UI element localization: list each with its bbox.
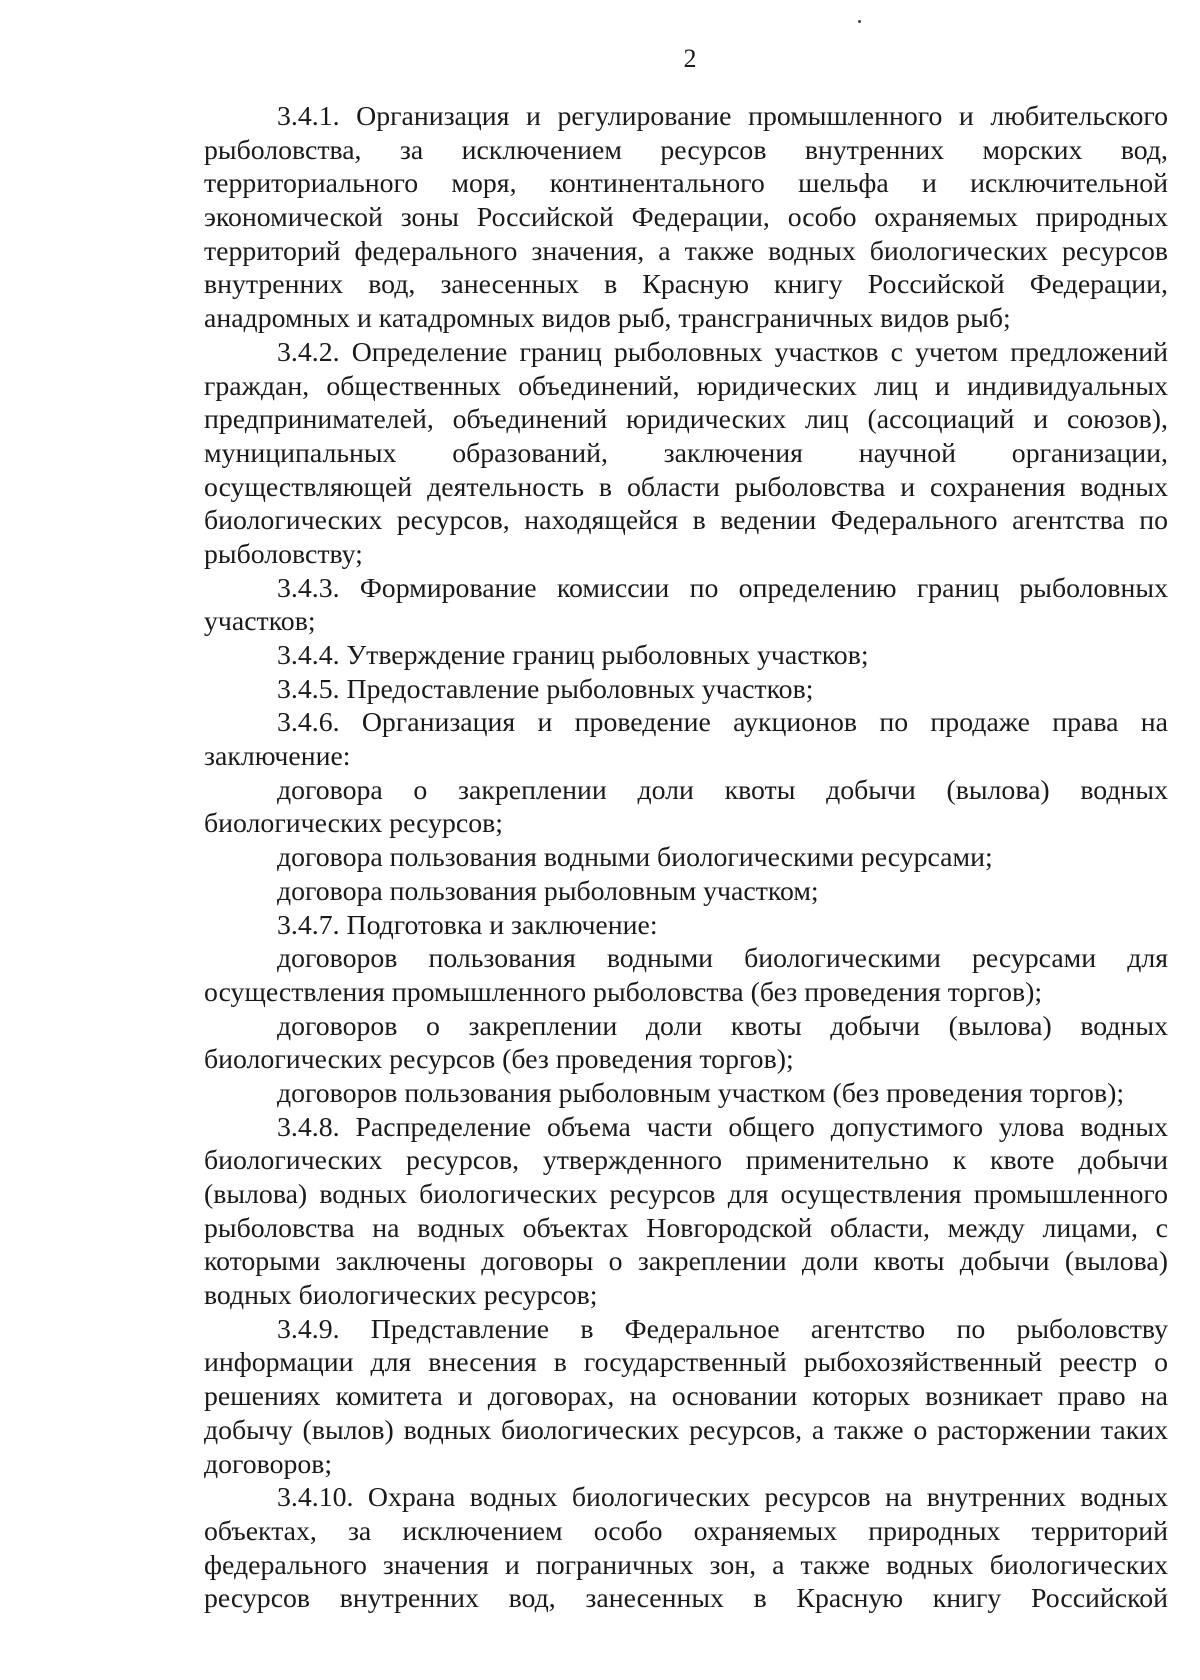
paragraph-3-4-5: 3.4.5. Предоставление рыболовных участков; [277, 673, 814, 705]
paragraph-3-4-3: 3.4.3. Формирование комиссии по определению границ рыболовных участков; [204, 572, 1168, 638]
page-number: 2 [683, 44, 697, 73]
paragraph-3-4-7-item-2: договоров о закреплении доли квоты добычи (вылова) водных биологических ресурсов (без проведения торгов); [204, 1010, 1168, 1076]
paragraph-3-4-6-item-1: договора о закреплении доли квоты добычи (вылова) водных биологических ресурсов; [204, 774, 1168, 840]
paragraph-3-4-8: 3.4.8. Распределение объема части общего допустимого улова водных биологических ресурсов, утвержденного применительно к квоте добычи (вылова) водных биологических ресурсов для осуществления промышленного рыболовства на водных объектах Новгородской области, между лицами, с которыми заключены договоры о закреплении доли квоты добычи (вылова) водных биологических ресурсов; [204, 1111, 1168, 1312]
paragraph-3-4-6-item-2: договора пользования водными биологическими ресурсами; [277, 842, 993, 874]
paragraph-3-4-7: 3.4.7. Подготовка и заключение: [277, 909, 658, 941]
paragraph-3-4-7-item-3: договоров пользования рыболовным участком (без проведения торгов); [277, 1077, 1125, 1109]
paragraph-3-4-2: 3.4.2. Определение границ рыболовных участков с учетом предложений граждан, общественных объединений, юридических лиц и индивидуальных предпринимателей, объединений юридических лиц (ассоциаций и союзов), муниципальных образований, заключения научной организации, осуществляющей деятельность в области рыболовства и сохранения водных биологических ресурсов, находящейся в ведении Федерального агентства по рыболовству; [204, 336, 1168, 570]
paragraph-3-4-6: 3.4.6. Организация и проведение аукционов по продаже права на заключение: [204, 707, 1168, 773]
paragraph-3-4-6-item-3: договора пользования рыболовным участком; [277, 875, 819, 907]
paragraph-3-4-10: 3.4.10. Охрана водных биологических ресурсов на внутренних водных объектах, за исключением особо охраняемых природных территорий федерального значения и пограничных зон, а также водных биологических ресурсов внутренних вод, занесенных в Красную книгу Российской [204, 1482, 1168, 1615]
paragraph-3-4-9: 3.4.9. Представление в Федеральное агентство по рыболовству информации для внесения в государственный рыбохозяйственный реестр о решениях комитета и договорах, на основании которых возникает право на добычу (вылов) водных биологических ресурсов, а также о расторжении таких договоров; [204, 1313, 1168, 1480]
paragraph-3-4-4: 3.4.4. Утверждение границ рыболовных участков; [277, 640, 869, 671]
scan-speck [858, 20, 861, 23]
document-body [204, 100, 1168, 1616]
paragraph-3-4-1: 3.4.1. Организация и регулирование промышленного и любительского рыболовства, за исключением ресурсов внутренних морских вод, территориального моря, континентального шельфа и исключительной экономической зоны Российской Федерации, особо охраняемых природных территорий федерального значения, а также водных биологических ресурсов внутренних вод, занесенных в Красную книгу Российской Федерации, анадромных и катадромных видов рыб, трансграничных видов рыб; [204, 101, 1168, 335]
paragraph-3-4-7-item-1: договоров пользования водными биологическими ресурсами для осуществления промышленного рыболовства (без проведения торгов); [204, 943, 1168, 1008]
